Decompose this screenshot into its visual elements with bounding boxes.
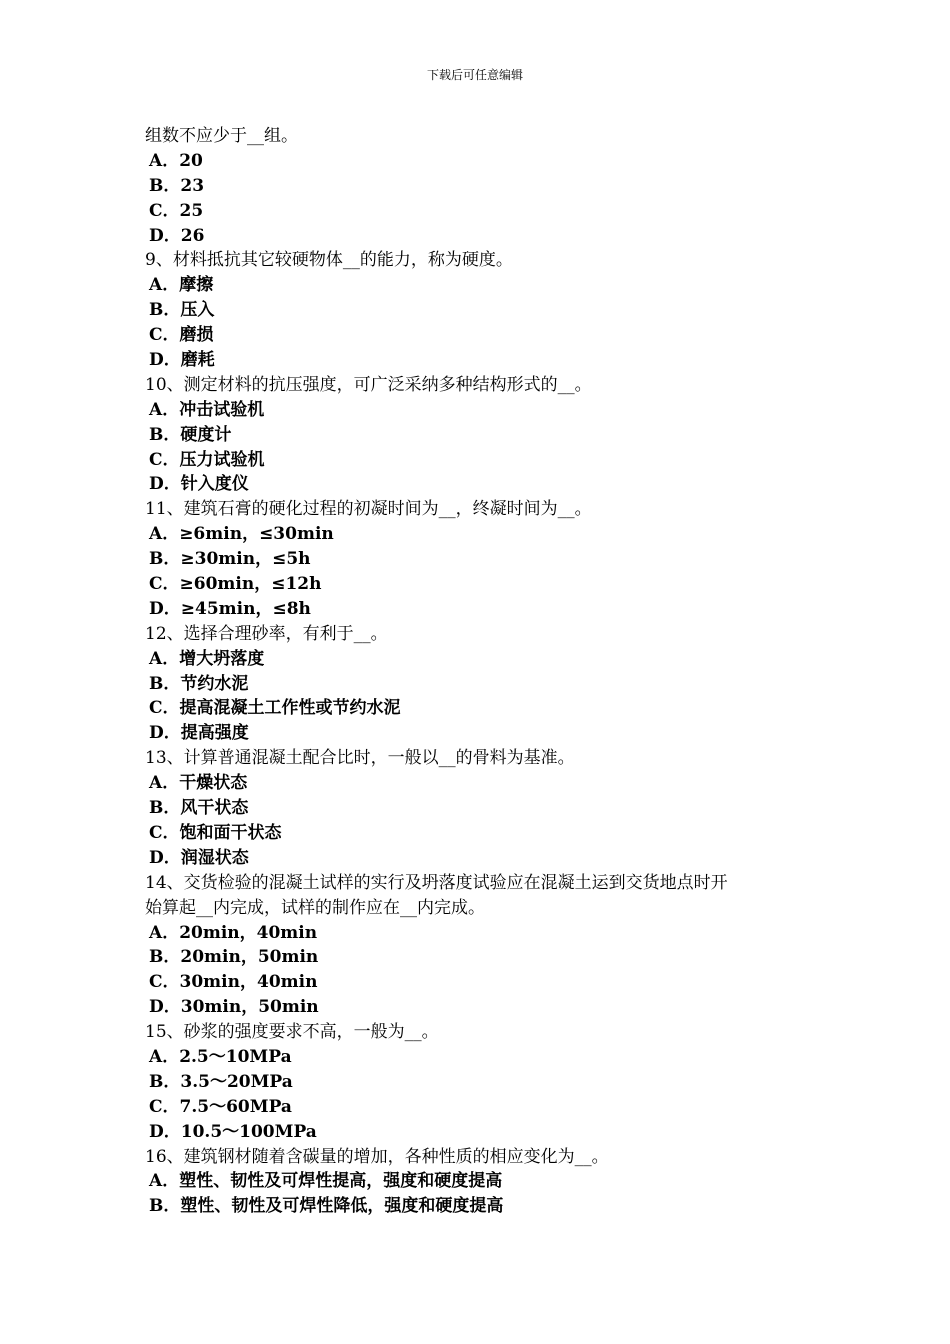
question-14-text-line-2: 始算起__内完成，试样的制作应在__内完成。 — [145, 897, 485, 918]
question-16-text: 16、建筑钢材随着含碳量的增加，各种性质的相应变化为__。 — [145, 1146, 609, 1167]
question-9-option-d: D．磨耗 — [149, 350, 215, 371]
question-14-option-d: D．30min，50min — [149, 997, 319, 1018]
question-9-option-b: B．压入 — [149, 300, 215, 321]
question-10-option-c: C．压力试验机 — [149, 449, 265, 470]
question-10-option-a: A．冲击试验机 — [149, 399, 265, 420]
question-13-option-a: A．干燥状态 — [149, 773, 248, 794]
question-9-text: 9、材料抵抗其它较硬物体__的能力，称为硬度。 — [145, 250, 513, 271]
question-11-text: 11、建筑石膏的硬化过程的初凝时间为__，终凝时间为__。 — [145, 499, 592, 520]
question-15-option-c: C．7.5～60MPa — [149, 1096, 292, 1117]
page-header-note: 下载后可任意编辑 — [426, 68, 523, 82]
option-c: C．25 — [149, 200, 204, 221]
question-9-option-c: C．磨损 — [149, 325, 214, 346]
question-11-option-c: C．≥60min，≤12h — [149, 574, 322, 595]
question-14-option-c: C．30min，40min — [149, 972, 318, 993]
question-13-option-d: D．润湿状态 — [149, 847, 249, 868]
question-15-option-d: D．10.5～100MPa — [149, 1121, 317, 1142]
question-13-option-c: C．饱和面干状态 — [149, 822, 282, 843]
question-14-text-line-1: 14、交货检验的混凝土试样的实行及坍落度试验应在混凝土运到交货地点时开 — [145, 872, 728, 893]
question-13-option-b: B．风干状态 — [149, 798, 249, 819]
option-a: A．20 — [149, 150, 203, 171]
question-12-option-d: D．提高强度 — [149, 723, 249, 744]
question-13-text: 13、计算普通混凝土配合比时，一般以__的骨料为基准。 — [145, 748, 575, 769]
exam-content — [145, 124, 825, 1219]
question-16-option-b: B．塑性、韧性及可焊性降低，强度和硬度提高 — [149, 1196, 504, 1217]
question-11-option-d: D．≥45min，≤8h — [149, 598, 311, 619]
question-12-option-b: B．节约水泥 — [149, 673, 249, 694]
question-14-option-b: B．20min，50min — [149, 947, 319, 968]
question-16-option-a: A．塑性、韧性及可焊性提高，强度和硬度提高 — [149, 1171, 503, 1192]
question-10-option-d: D．针入度仪 — [149, 474, 249, 495]
question-11-option-a: A．≥6min，≤30min — [149, 524, 334, 545]
question-15-option-a: A．2.5～10MPa — [149, 1046, 292, 1067]
question-10-option-b: B．硬度计 — [149, 424, 232, 445]
question-continuation-text: 组数不应少于__组。 — [145, 126, 298, 146]
question-9-option-a: A．摩擦 — [149, 275, 214, 296]
question-12-text: 12、选择合理砂率，有利于__。 — [145, 623, 388, 644]
option-b: B．23 — [149, 175, 205, 196]
question-14-option-a: A．20min，40min — [149, 922, 318, 943]
question-12-option-a: A．增大坍落度 — [149, 648, 265, 669]
question-15-text: 15、砂浆的强度要求不高，一般为__。 — [145, 1022, 439, 1043]
question-10-text: 10、测定材料的抗压强度，可广泛采纳多种结构形式的__。 — [145, 374, 592, 395]
question-15-option-b: B．3.5～20MPa — [149, 1071, 293, 1092]
question-12-option-c: C．提高混凝土工作性或节约水泥 — [149, 698, 401, 719]
option-d: D．26 — [149, 225, 205, 246]
question-11-option-b: B．≥30min，≤5h — [149, 549, 311, 570]
